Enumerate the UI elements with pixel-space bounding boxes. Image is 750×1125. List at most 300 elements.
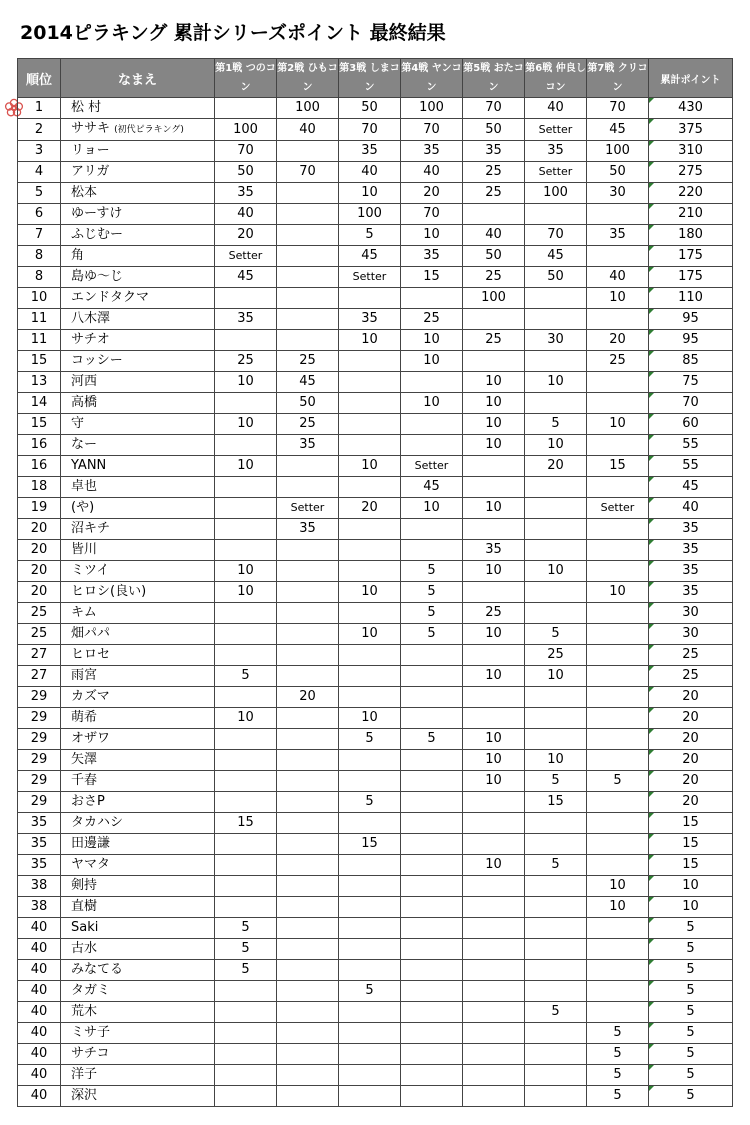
score-cell-event-2 [277, 876, 339, 897]
total-cell [649, 393, 733, 414]
player-name: 高橋 [71, 395, 98, 410]
score-cell-event-6: 100 [525, 183, 587, 204]
score-cell-event-6 [525, 603, 587, 624]
score-cell-event-3: 10 [339, 456, 401, 477]
name-cell [61, 456, 215, 477]
total-value: 20 [682, 731, 699, 746]
total-value: 35 [682, 563, 699, 578]
score-cell-event-4 [401, 897, 463, 918]
score-cell-event-7 [587, 477, 649, 498]
score-cell-event-7: 70 [587, 98, 649, 119]
name-cell [61, 1086, 215, 1107]
score-cell-event-6: Setter [525, 119, 587, 141]
score-cell-event-4 [401, 981, 463, 1002]
score-cell-event-1 [215, 981, 277, 1002]
rank-cell: 29 [18, 750, 61, 771]
rank-cell: 40 [18, 981, 61, 1002]
score-cell-event-2 [277, 1002, 339, 1023]
score-cell-event-6: Setter [525, 162, 587, 183]
score-cell-event-5 [463, 1065, 525, 1086]
comment-triangle-icon [649, 603, 654, 608]
name-cell [61, 582, 215, 603]
score-cell-event-5: 10 [463, 498, 525, 519]
score-cell-event-7 [587, 750, 649, 771]
name-cell [61, 498, 215, 519]
score-cell-event-2 [277, 960, 339, 981]
score-cell-event-7: 5 [587, 1044, 649, 1065]
table-row [18, 981, 733, 1002]
player-name: オザワ [71, 731, 111, 746]
score-cell-event-7: 10 [587, 288, 649, 309]
score-cell-event-7 [587, 435, 649, 456]
table-row [18, 750, 733, 771]
score-cell-event-5 [463, 792, 525, 813]
rank-cell: 40 [18, 939, 61, 960]
table-row [18, 309, 733, 330]
ranking-table [17, 58, 733, 1107]
header-event-4: 第4戦 ヤンコン [401, 59, 463, 98]
table-row [18, 330, 733, 351]
score-cell-event-1: 100 [215, 119, 277, 141]
score-cell-event-6: 35 [525, 141, 587, 162]
table-row [18, 204, 733, 225]
player-name: 松本 [71, 185, 98, 200]
total-cell [649, 330, 733, 351]
total-cell [649, 204, 733, 225]
name-cell [61, 141, 215, 162]
header-event-5: 第5戦 おたコン [463, 59, 525, 98]
score-cell-event-4 [401, 1023, 463, 1044]
rank-cell: 7 [18, 225, 61, 246]
score-cell-event-3: 5 [339, 225, 401, 246]
rank-cell: 20 [18, 582, 61, 603]
rank-cell: 27 [18, 666, 61, 687]
score-cell-event-5: 10 [463, 393, 525, 414]
name-cell [61, 561, 215, 582]
table-row [18, 603, 733, 624]
score-cell-event-2 [277, 771, 339, 792]
total-cell [649, 729, 733, 750]
table-row [18, 183, 733, 204]
table-row [18, 645, 733, 666]
comment-triangle-icon [649, 456, 654, 461]
score-cell-event-3 [339, 771, 401, 792]
score-cell-event-1: 10 [215, 561, 277, 582]
score-cell-event-6: 10 [525, 666, 587, 687]
table-row [18, 1044, 733, 1065]
header-event-3: 第3戦 しまコン [339, 59, 401, 98]
score-cell-event-5 [463, 645, 525, 666]
score-cell-event-5: 10 [463, 372, 525, 393]
player-name: サチコ [71, 1046, 110, 1061]
table-row [18, 225, 733, 246]
rank-cell: 16 [18, 456, 61, 477]
score-cell-event-6 [525, 351, 587, 372]
score-cell-event-2 [277, 267, 339, 288]
total-cell [649, 456, 733, 477]
player-name: エンドタクマ [71, 290, 150, 305]
total-cell [649, 939, 733, 960]
score-cell-event-5 [463, 477, 525, 498]
comment-triangle-icon [649, 435, 654, 440]
player-name: ヤマタ [71, 857, 111, 872]
score-cell-event-1 [215, 1044, 277, 1065]
score-cell-event-3 [339, 288, 401, 309]
score-cell-event-6: 50 [525, 267, 587, 288]
player-name: タガミ [71, 983, 111, 998]
total-value: 15 [682, 857, 699, 872]
total-cell [649, 98, 733, 119]
table-row [18, 351, 733, 372]
name-cell [61, 645, 215, 666]
score-cell-event-3: 35 [339, 309, 401, 330]
score-cell-event-5 [463, 1086, 525, 1107]
player-name: コッシー [71, 353, 123, 368]
rank-cell: 25 [18, 624, 61, 645]
total-value: 430 [678, 100, 703, 115]
table-row [18, 1086, 733, 1107]
rank-cell: 40 [18, 918, 61, 939]
score-cell-event-5 [463, 876, 525, 897]
table-row [18, 435, 733, 456]
score-cell-event-2 [277, 1086, 339, 1107]
name-cell [61, 729, 215, 750]
score-cell-event-6: 5 [525, 624, 587, 645]
score-cell-event-7 [587, 204, 649, 225]
score-cell-event-4: 5 [401, 603, 463, 624]
score-cell-event-7: 10 [587, 876, 649, 897]
name-cell [61, 1065, 215, 1086]
player-name: サチオ [71, 332, 110, 347]
table-row [18, 1002, 733, 1023]
comment-triangle-icon [649, 750, 654, 755]
total-value: 95 [682, 332, 699, 347]
table-row [18, 372, 733, 393]
rank-cell: 27 [18, 645, 61, 666]
score-cell-event-2 [277, 834, 339, 855]
score-cell-event-5 [463, 918, 525, 939]
table-row [18, 393, 733, 414]
total-cell [649, 666, 733, 687]
rank-cell: 20 [18, 519, 61, 540]
score-cell-event-7: 40 [587, 267, 649, 288]
player-name: ミツイ [71, 563, 110, 578]
total-cell [649, 119, 733, 141]
comment-triangle-icon [649, 1065, 654, 1070]
score-cell-event-5: 25 [463, 330, 525, 351]
score-cell-event-2 [277, 603, 339, 624]
rank-cell: 40 [18, 1023, 61, 1044]
score-cell-event-4: 5 [401, 582, 463, 603]
total-cell [649, 834, 733, 855]
table-row [18, 477, 733, 498]
score-cell-event-4 [401, 855, 463, 876]
score-cell-event-5 [463, 897, 525, 918]
score-cell-event-6 [525, 834, 587, 855]
score-cell-event-7 [587, 246, 649, 267]
rank-cell: 15 [18, 414, 61, 435]
total-value: 180 [678, 227, 703, 242]
score-cell-event-2: 50 [277, 393, 339, 414]
score-cell-event-3: Setter [339, 267, 401, 288]
player-name: 洋子 [71, 1067, 98, 1082]
comment-triangle-icon [649, 183, 654, 188]
score-cell-event-7 [587, 372, 649, 393]
score-cell-event-7 [587, 981, 649, 1002]
score-cell-event-1 [215, 98, 277, 119]
score-cell-event-2: 70 [277, 162, 339, 183]
player-name: 沼キチ [71, 521, 111, 536]
score-cell-event-5 [463, 1002, 525, 1023]
score-cell-event-2 [277, 792, 339, 813]
score-cell-event-7: 10 [587, 897, 649, 918]
comment-triangle-icon [649, 267, 654, 272]
score-cell-event-6: 10 [525, 561, 587, 582]
header-name: なまえ [61, 59, 215, 98]
score-cell-event-5: 50 [463, 246, 525, 267]
total-cell [649, 477, 733, 498]
comment-triangle-icon [649, 708, 654, 713]
comment-triangle-icon [649, 729, 654, 734]
score-cell-event-2 [277, 1065, 339, 1086]
comment-triangle-icon [649, 351, 654, 356]
score-cell-event-3 [339, 414, 401, 435]
score-cell-event-2 [277, 183, 339, 204]
score-cell-event-4 [401, 792, 463, 813]
total-cell [649, 1002, 733, 1023]
score-cell-event-2 [277, 750, 339, 771]
player-name: 矢澤 [71, 752, 98, 767]
score-cell-event-6 [525, 1044, 587, 1065]
total-cell [649, 372, 733, 393]
rank-cell: 8 [18, 267, 61, 288]
rank-cell: 40 [18, 1086, 61, 1107]
score-cell-event-7: 10 [587, 414, 649, 435]
score-cell-event-3 [339, 960, 401, 981]
player-name: 荒木 [71, 1004, 98, 1019]
score-cell-event-5 [463, 960, 525, 981]
score-cell-event-1: 5 [215, 960, 277, 981]
comment-triangle-icon [649, 162, 654, 167]
score-cell-event-6 [525, 939, 587, 960]
score-cell-event-3 [339, 603, 401, 624]
player-name: 守 [71, 416, 85, 431]
name-cell [61, 876, 215, 897]
score-cell-event-5: 25 [463, 162, 525, 183]
total-cell [649, 603, 733, 624]
total-value: 5 [686, 983, 695, 998]
score-cell-event-7 [587, 1002, 649, 1023]
header-rank: 順位 [18, 59, 61, 98]
rank-cell: 14 [18, 393, 61, 414]
score-cell-event-1: 5 [215, 666, 277, 687]
total-value: 175 [678, 248, 703, 263]
score-cell-event-6: 5 [525, 1002, 587, 1023]
total-cell [649, 687, 733, 708]
header-total: 累計ポイント [649, 59, 733, 98]
score-cell-event-1: 5 [215, 918, 277, 939]
score-cell-event-4: Setter [401, 456, 463, 477]
total-value: 5 [686, 1067, 695, 1082]
score-cell-event-4 [401, 687, 463, 708]
total-cell [649, 225, 733, 246]
name-cell [61, 351, 215, 372]
comment-triangle-icon [649, 624, 654, 629]
table-row [18, 834, 733, 855]
table-row [18, 687, 733, 708]
score-cell-event-7 [587, 687, 649, 708]
score-cell-event-5 [463, 351, 525, 372]
table-row [18, 540, 733, 561]
score-cell-event-1 [215, 1002, 277, 1023]
name-cell [61, 834, 215, 855]
score-cell-event-4: 10 [401, 393, 463, 414]
score-cell-event-4: 35 [401, 246, 463, 267]
score-cell-event-4: 5 [401, 624, 463, 645]
table-row [18, 1065, 733, 1086]
score-cell-event-2 [277, 204, 339, 225]
score-cell-event-4 [401, 813, 463, 834]
score-cell-event-7: 45 [587, 119, 649, 141]
name-cell [61, 98, 215, 119]
total-cell [649, 288, 733, 309]
table-row [18, 813, 733, 834]
table-row [18, 960, 733, 981]
table-row [18, 876, 733, 897]
table-row [18, 414, 733, 435]
rank-cell: 29 [18, 729, 61, 750]
score-cell-event-1 [215, 435, 277, 456]
score-cell-event-4 [401, 771, 463, 792]
total-cell [649, 750, 733, 771]
table-row [18, 456, 733, 477]
score-cell-event-1 [215, 1065, 277, 1086]
rank-cell: 1 [18, 98, 61, 119]
score-cell-event-5 [463, 519, 525, 540]
name-cell [61, 855, 215, 876]
total-value: 20 [682, 710, 699, 725]
score-cell-event-3 [339, 1086, 401, 1107]
name-cell [61, 1002, 215, 1023]
score-cell-event-4 [401, 414, 463, 435]
score-cell-event-6 [525, 498, 587, 519]
score-cell-event-1 [215, 855, 277, 876]
total-value: 220 [678, 185, 703, 200]
comment-triangle-icon [649, 119, 654, 124]
total-cell [649, 435, 733, 456]
total-value: 5 [686, 920, 695, 935]
score-cell-event-6: 15 [525, 792, 587, 813]
score-cell-event-5 [463, 582, 525, 603]
rank-cell: 25 [18, 603, 61, 624]
score-cell-event-6 [525, 540, 587, 561]
score-cell-event-4 [401, 939, 463, 960]
table-row [18, 582, 733, 603]
name-cell [61, 477, 215, 498]
score-cell-event-6 [525, 960, 587, 981]
comment-triangle-icon [649, 792, 654, 797]
total-value: 25 [682, 647, 699, 662]
score-cell-event-2 [277, 540, 339, 561]
page-title: 2014ピラキング 累計シリーズポイント 最終結果 [20, 22, 446, 44]
score-cell-event-4: 40 [401, 162, 463, 183]
player-name: 直樹 [71, 899, 98, 914]
total-value: 20 [682, 773, 699, 788]
table-row [18, 666, 733, 687]
total-cell [649, 141, 733, 162]
player-name: ふじむー [71, 227, 124, 242]
comment-triangle-icon [649, 876, 654, 881]
player-name: ヒロセ [71, 647, 111, 662]
rank-cell: 2 [18, 119, 61, 141]
score-cell-event-1 [215, 792, 277, 813]
rank-cell: 35 [18, 813, 61, 834]
score-cell-event-4 [401, 540, 463, 561]
score-cell-event-1: 35 [215, 183, 277, 204]
comment-triangle-icon [649, 1002, 654, 1007]
score-cell-event-1 [215, 603, 277, 624]
player-name: ヒロシ(良い) [71, 584, 147, 599]
score-cell-event-3: 45 [339, 246, 401, 267]
score-cell-event-1 [215, 540, 277, 561]
player-name: 剣持 [71, 878, 98, 893]
rank-cell: 29 [18, 687, 61, 708]
comment-triangle-icon [649, 561, 654, 566]
score-cell-event-6 [525, 477, 587, 498]
comment-triangle-icon [649, 393, 654, 398]
table-row [18, 708, 733, 729]
score-cell-event-5 [463, 309, 525, 330]
score-cell-event-1 [215, 477, 277, 498]
score-cell-event-7: 35 [587, 225, 649, 246]
score-cell-event-3: 10 [339, 624, 401, 645]
player-name: ミサ子 [71, 1025, 111, 1040]
score-cell-event-5: 10 [463, 435, 525, 456]
rank-cell: 6 [18, 204, 61, 225]
score-cell-event-3: 10 [339, 183, 401, 204]
player-name: 河西 [71, 374, 98, 389]
score-cell-event-4 [401, 1002, 463, 1023]
player-name: 千春 [71, 773, 98, 788]
rank-cell: 38 [18, 876, 61, 897]
score-cell-event-5 [463, 1044, 525, 1065]
score-cell-event-3 [339, 393, 401, 414]
score-cell-event-4: 70 [401, 204, 463, 225]
table-row [18, 897, 733, 918]
comment-triangle-icon [649, 687, 654, 692]
score-cell-event-3 [339, 876, 401, 897]
score-cell-event-7 [587, 666, 649, 687]
comment-triangle-icon [649, 246, 654, 251]
player-name: リョー [71, 143, 110, 158]
rank-cell: 29 [18, 792, 61, 813]
score-cell-event-3 [339, 1065, 401, 1086]
score-cell-event-4: 25 [401, 309, 463, 330]
player-name: 島ゆ～じ [71, 269, 124, 284]
total-cell [649, 267, 733, 288]
name-cell [61, 981, 215, 1002]
score-cell-event-4 [401, 372, 463, 393]
total-cell [649, 246, 733, 267]
score-cell-event-4 [401, 750, 463, 771]
name-cell [61, 813, 215, 834]
score-cell-event-4 [401, 1044, 463, 1065]
score-cell-event-4: 5 [401, 729, 463, 750]
score-cell-event-1: 45 [215, 267, 277, 288]
score-cell-event-5: 50 [463, 119, 525, 141]
total-value: 175 [678, 269, 703, 284]
score-cell-event-7 [587, 960, 649, 981]
